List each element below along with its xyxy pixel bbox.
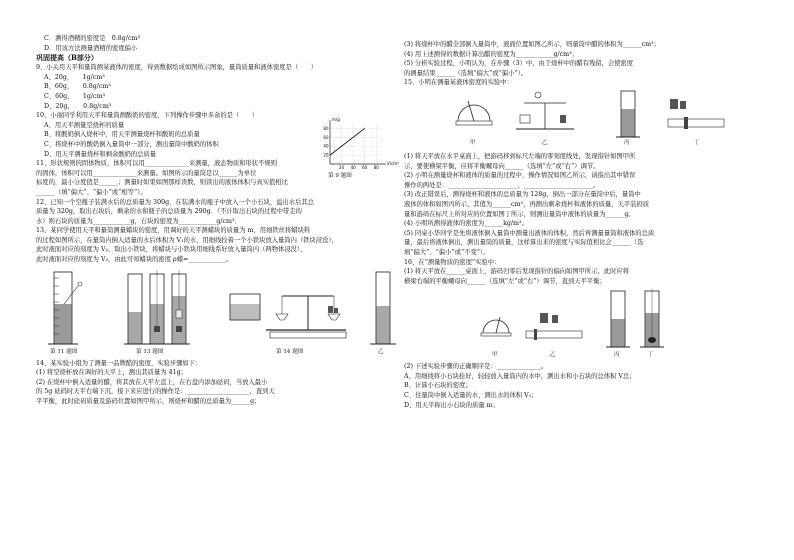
q13-line-1: 13、某同学使用天平和量筒测量蜡块的密度，用调好的天平测蜡块的质量为 m，用细铁丝将蜡块料 [36, 227, 311, 235]
q14-cont-3: (5) 分析实验过程，小明认为，在步骤（3）中，由于烧杯中的醋有残留，会使密度 [404, 60, 634, 68]
q12-line-3: 水）则石块的质量为____________g，石块的密度为____________g/cm³． [36, 217, 241, 225]
q14-cont-2: (4) 用上述测得的数据计算出醋的密度为____________g/cm³； [404, 50, 578, 58]
y-tick-label: 40 [323, 143, 329, 149]
q16-fig-ding [640, 289, 664, 351]
q11-cylinder-figure [42, 268, 86, 348]
q15-label-jia: 甲 [470, 139, 476, 146]
x-tick-label: 60 [362, 165, 368, 170]
q16-step-intro: (2) 下述实验步骤的正确顺序是：______________。 [404, 363, 548, 371]
q16-fig-yi [524, 311, 584, 345]
q14-balance-figure [226, 274, 366, 344]
q15-line-11: 填“偏大”、“偏小”或“不变”）。 [404, 248, 490, 256]
left-column [36, 34, 398, 407]
y-tick-label: 20 [323, 152, 329, 158]
caption-fig-13: 第 13 题图 [136, 348, 164, 355]
q15-line-1: (1) 将天平放在水平桌面上，把游码移到标尺左端的零刻度线处，发现指针如图甲所 [404, 152, 636, 160]
q15-line-8: (4) 小明所测得液体的密度为______kg/m³。 [404, 220, 528, 228]
q15-line-5: (3) 改正错误后，测得烧杯和液体的总质量为 128g，倒出一部分在量筒中后，量筒中 [404, 191, 641, 199]
q14-line-1: 14、某实验小组为了测量一品牌酷的密度，实验步骤如下： [36, 359, 202, 367]
q15-line-3: (2) 小明在测量烧杯和液体的质量的过程中，操作情况如图乙所示，请指出其中错误 [404, 172, 636, 180]
q15-line-10: 量，最后将液体倒出，测出量筒的质量，这样算出来的密度与实际值相比会______（选 [404, 239, 644, 247]
q14-cylinder-figure [370, 268, 396, 348]
q14-line-2: (1) 将空烧杯放在调好的天平上，测出其质量为 41g； [36, 369, 187, 377]
q9-chart-svg [316, 117, 399, 180]
q15-fig-bing [616, 89, 640, 141]
q13-line-2: 的过程如图所示，在量筒内倒入适量的水后体积为 V₁的水，用细线拴着一个小铁块放入量筒内（铁块浸没）， [36, 236, 338, 244]
q15-fig-ding [666, 95, 726, 135]
y-axis-label: m/g [332, 117, 340, 122]
q15-title: 15、小明在测量某液体密度的实验中： [404, 79, 513, 87]
q9-figure-caption: 第 9 题图 [328, 173, 352, 179]
q15-label-ding: 丁 [694, 139, 700, 146]
q13-cylinders-figure [124, 268, 194, 348]
caption-yi: 乙 [378, 348, 384, 355]
q14-cont-4: 的测量结果______（选填“偏大”或“偏小”）。 [404, 69, 528, 77]
q16-label-yi: 乙 [550, 352, 556, 359]
caption-fig-11: 第 11 题图 [50, 348, 78, 355]
q16-fig-bing [606, 289, 630, 351]
q14-line-5: 平平衡，此时砝码质量及游码位置如图甲所示，则烧杯和醋的总质量为______g； [36, 398, 261, 406]
q12-line-2: 质量为 320g，取出石块后，剩余的水和瓶子的总质量为 290g．（不计取出石块的过程中带走的 [36, 208, 302, 216]
q16-label-jia: 甲 [492, 352, 498, 359]
series-line [330, 128, 365, 155]
q16-figure-row [404, 287, 762, 361]
q9-option-a: A、20g， 1g/cm³ [44, 73, 105, 81]
x-axis-label: V/cm³ [387, 161, 399, 166]
q9-chart [316, 117, 399, 180]
q15-line-9: (5) 同桌小华同学是先将液体倒入量筒中测量出液体的体积，然后再测量量筒和液体的总质 [404, 229, 655, 237]
q14-line-3: (2) 在烧杯中倒入适量的醋，将其放在天平左盘上，在右盘内添加砝码，当放入最小 [36, 378, 268, 386]
q16-step-b: B、计算小石块的密度； [404, 382, 472, 390]
q16-step-c: C、往量筒中倒入适量的水，测出水的体积 V₁； [404, 392, 538, 400]
x-tick-label: 40 [350, 165, 356, 170]
q9-option-d: D、20g， 0.8g/cm³ [44, 102, 112, 110]
q16-line-1: (1) 将天平放在______桌面上，游码归零后发现指针的偏向如图甲所示，此时应将 [404, 268, 630, 276]
q11-line-2: 的固体，体积可以用______________来测量。如图所示的量筒是以______为单位 [36, 169, 257, 177]
q13-line-3: 此时液面对应的刻度为 V₂，取出小铁块，将蜡块与小铁块用细线系好放入量筒内（两物体浸没）， [36, 246, 307, 254]
q15-figure-row [404, 89, 762, 151]
q11-line-4: ______（填“偏大”、“偏小”或“相等”）。 [36, 188, 147, 196]
q10-option-a: A、用天平测量空烧杯的质量 [44, 121, 125, 129]
y-tick-label: 60 [323, 134, 329, 140]
q15-fig-jia [454, 91, 494, 135]
x-tick-label: 20 [339, 165, 345, 170]
option-d: D．用该方法测量酒精的密度偏小 [44, 44, 138, 52]
q16-line-2: 横梁右端的平衡螺母向______（选填“左”或“右”）调节，直到天平平衡； [404, 277, 606, 285]
q10-option-b: B、将酸奶倒入烧杯中，用天平测量烧杯和酸奶的总质量 [44, 131, 200, 139]
q16-label-ding: 丁 [648, 352, 654, 359]
q14-line-4: 的 5g 砝码时天平右端下沉，接下来应进行的操作是：____________________，直到天 [36, 388, 275, 396]
left-figure-row [36, 266, 398, 358]
q11-line-3: 标度的，最小分度值是______；测量时如果如图那样读数，则读出的液体体积与真实值相比 [36, 179, 288, 187]
q10-stem: 10、小丽同学利用天平和量筒测酸奶的密度，下列操作步骤中多余的是（ ） [36, 112, 259, 120]
q15-fig-yi [510, 89, 580, 137]
q15-label-bing: 丙 [624, 139, 630, 146]
option-c: C．测得酒精的密度是 0.8g/cm³ [44, 35, 140, 42]
right-column [404, 40, 762, 410]
q16-fig-jia [480, 309, 512, 343]
q15-line-7: 量和游码在标尺上所对应的位置如图丁所示，则测出量筒中液体的质量为______g。 [404, 210, 635, 218]
q9-stem: 9、小关用天平和量筒测某液体的密度，得到数据绘成如图所示图象，量筒质量和液体密度是（ ） [36, 64, 318, 72]
q9-option-b: B、60g， 0.8g/cm³ [44, 83, 111, 91]
section-title: 巩固提高（B部分） [36, 53, 98, 63]
y-tick-label: 80 [323, 125, 329, 131]
q9-option-c: C、60g， 1g/cm³ [44, 92, 106, 100]
q16-step-d: D、用天平称出小石块的质量 m； [404, 401, 499, 409]
q15-label-yi: 乙 [542, 139, 548, 146]
x-tick-label: 80 [373, 165, 379, 170]
q15-line-4: 操作的两处是：______________________、______________________。 [404, 181, 600, 189]
q10-option-c: C、将烧杯中的酸奶倒入量筒中一部分，测出量筒中酸奶的体积 [44, 140, 219, 148]
q16-title: 16、在“测量物质的密度”实验中： [404, 258, 501, 266]
q15-line-2: 示，要使横梁平衡，应将平衡螺母向______（选填“左”或“右”）调节。 [404, 162, 600, 170]
q10-option-d: D、用天平测量烧杯和剩余酸奶的总质量 [44, 150, 157, 158]
q15-line-6: 液体的体积如图丙所示，其值为______cm³，再测出剩余烧杯和液体的质量，天平装码质 [404, 200, 650, 208]
q12-line-1: 12、已知一个空瓶子装满水后的总质量为 300g，在装满水的瓶子中放入一个小石块，溢出水后其总 [36, 198, 314, 206]
q16-label-bing: 丙 [614, 352, 620, 359]
q11-line-1: 11、形状规则的固体物质，体积可以用______________来测量，液态物质和形状不规则 [36, 160, 277, 168]
q14-cont-1: (3) 将烧杯中的醋全部倒入量筒中，液面位置如图乙所示，则量筒中醋的体积为______cm³； [404, 41, 660, 48]
caption-fig-14: 第 14 题图 [276, 348, 304, 355]
q13-line-4: 此时液面对应的刻度为 V₃，由此可知蜡块的密度 ρ蜡=____________。 [36, 256, 233, 264]
q16-step-a: A、用细线将小石块拴好，轻轻放入量筒内的水中，测出水和小石块的总体积 V总； [404, 372, 636, 380]
